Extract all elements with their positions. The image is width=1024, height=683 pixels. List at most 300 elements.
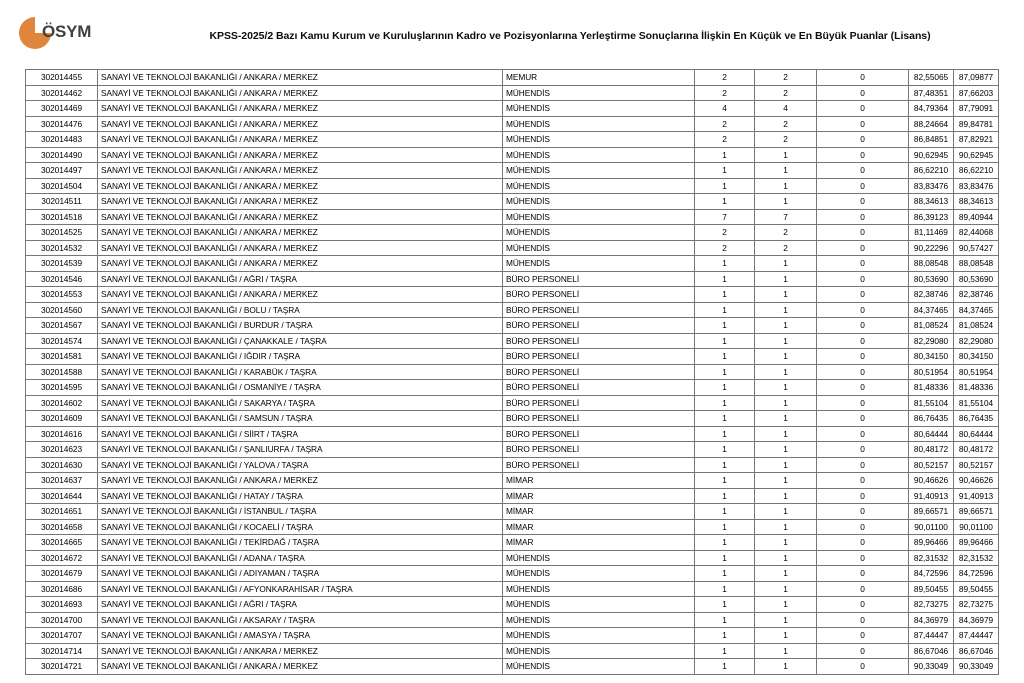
cell-code: 302014560 [26,302,98,318]
osym-logo [18,14,126,54]
cell-remaining: 0 [817,194,909,210]
cell-placed: 1 [755,581,817,597]
cell-organization: SANAYİ VE TEKNOLOJİ BAKANLIĞI / OSMANİYE / TAŞRA [98,380,503,396]
cell-placed: 1 [755,659,817,675]
cell-min-score: 81,08524 [909,318,954,334]
cell-min-score: 89,96466 [909,535,954,551]
cell-quota: 1 [695,597,755,613]
cell-code: 302014658 [26,519,98,535]
cell-placed: 1 [755,535,817,551]
page-header [0,0,1024,62]
cell-quota: 2 [695,225,755,241]
cell-position-title: BÜRO PERSONELİ [503,271,695,287]
cell-organization: SANAYİ VE TEKNOLOJİ BAKANLIĞI / AMASYA / TAŞRA [98,628,503,644]
cell-max-score: 82,31532 [954,550,999,566]
cell-max-score: 86,67046 [954,643,999,659]
cell-placed: 2 [755,240,817,256]
cell-placed: 1 [755,612,817,628]
table-row [26,271,999,287]
cell-max-score: 87,66203 [954,85,999,101]
cell-code: 302014700 [26,612,98,628]
cell-max-score: 90,33049 [954,659,999,675]
cell-organization: SANAYİ VE TEKNOLOJİ BAKANLIĞI / ANKARA / MERKEZ [98,116,503,132]
cell-remaining: 0 [817,395,909,411]
cell-max-score: 84,36979 [954,612,999,628]
cell-quota: 1 [695,287,755,303]
cell-position-title: MÜHENDİS [503,116,695,132]
cell-placed: 1 [755,426,817,442]
cell-quota: 2 [695,85,755,101]
cell-max-score: 80,51954 [954,364,999,380]
cell-remaining: 0 [817,612,909,628]
cell-organization: SANAYİ VE TEKNOLOJİ BAKANLIĞI / ANKARA / MERKEZ [98,473,503,489]
cell-code: 302014707 [26,628,98,644]
cell-remaining: 0 [817,643,909,659]
cell-quota: 1 [695,643,755,659]
cell-remaining: 0 [817,256,909,272]
table-row [26,194,999,210]
cell-organization: SANAYİ VE TEKNOLOJİ BAKANLIĞI / ANKARA / MERKEZ [98,194,503,210]
table-row [26,70,999,86]
table-row [26,535,999,551]
cell-organization: SANAYİ VE TEKNOLOJİ BAKANLIĞI / ANKARA / MERKEZ [98,163,503,179]
cell-code: 302014504 [26,178,98,194]
cell-code: 302014546 [26,271,98,287]
cell-remaining: 0 [817,473,909,489]
osym-wordmark: ÖSYM [42,22,92,41]
cell-organization: SANAYİ VE TEKNOLOJİ BAKANLIĞI / SAMSUN / TAŞRA [98,411,503,427]
table-row [26,597,999,613]
cell-quota: 2 [695,70,755,86]
cell-max-score: 84,37465 [954,302,999,318]
cell-position-title: MÜHENDİS [503,612,695,628]
cell-remaining: 0 [817,535,909,551]
cell-remaining: 0 [817,85,909,101]
cell-remaining: 0 [817,581,909,597]
cell-min-score: 86,84851 [909,132,954,148]
cell-placed: 2 [755,116,817,132]
cell-placed: 1 [755,488,817,504]
cell-organization: SANAYİ VE TEKNOLOJİ BAKANLIĞI / ANKARA / MERKEZ [98,643,503,659]
cell-placed: 1 [755,519,817,535]
cell-min-score: 82,38746 [909,287,954,303]
cell-position-title: MÜHENDİS [503,256,695,272]
table-row [26,426,999,442]
cell-max-score: 81,55104 [954,395,999,411]
cell-quota: 1 [695,302,755,318]
cell-placed: 1 [755,302,817,318]
cell-max-score: 90,57427 [954,240,999,256]
cell-placed: 1 [755,380,817,396]
cell-position-title: BÜRO PERSONELİ [503,395,695,411]
cell-min-score: 80,64444 [909,426,954,442]
cell-quota: 1 [695,333,755,349]
cell-quota: 1 [695,178,755,194]
cell-code: 302014588 [26,364,98,380]
cell-code: 302014553 [26,287,98,303]
cell-placed: 1 [755,256,817,272]
cell-quota: 2 [695,240,755,256]
cell-min-score: 84,37465 [909,302,954,318]
cell-organization: SANAYİ VE TEKNOLOJİ BAKANLIĞI / SAKARYA / TAŞRA [98,395,503,411]
cell-min-score: 82,29080 [909,333,954,349]
cell-quota: 1 [695,566,755,582]
cell-code: 302014511 [26,194,98,210]
cell-code: 302014525 [26,225,98,241]
cell-code: 302014518 [26,209,98,225]
table-row [26,225,999,241]
table-row [26,349,999,365]
cell-max-score: 91,40913 [954,488,999,504]
cell-placed: 1 [755,318,817,334]
cell-code: 302014476 [26,116,98,132]
cell-organization: SANAYİ VE TEKNOLOJİ BAKANLIĞI / HATAY / TAŞRA [98,488,503,504]
cell-quota: 1 [695,612,755,628]
cell-min-score: 88,34613 [909,194,954,210]
cell-position-title: MÜHENDİS [503,225,695,241]
cell-remaining: 0 [817,426,909,442]
cell-quota: 1 [695,535,755,551]
cell-max-score: 90,01100 [954,519,999,535]
cell-position-title: MÜHENDİS [503,566,695,582]
cell-min-score: 90,33049 [909,659,954,675]
cell-placed: 1 [755,566,817,582]
cell-min-score: 87,48351 [909,85,954,101]
cell-placed: 1 [755,349,817,365]
cell-organization: SANAYİ VE TEKNOLOJİ BAKANLIĞI / ANKARA / MERKEZ [98,70,503,86]
cell-code: 302014721 [26,659,98,675]
cell-organization: SANAYİ VE TEKNOLOJİ BAKANLIĞI / ÇANAKKALE / TAŞRA [98,333,503,349]
cell-quota: 1 [695,271,755,287]
cell-quota: 1 [695,659,755,675]
cell-max-score: 87,82921 [954,132,999,148]
table-row [26,163,999,179]
cell-quota: 2 [695,116,755,132]
cell-quota: 1 [695,194,755,210]
cell-placed: 2 [755,225,817,241]
cell-quota: 1 [695,550,755,566]
cell-max-score: 89,96466 [954,535,999,551]
cell-code: 302014644 [26,488,98,504]
cell-position-title: BÜRO PERSONELİ [503,333,695,349]
table-row [26,473,999,489]
cell-position-title: BÜRO PERSONELİ [503,426,695,442]
table-row [26,178,999,194]
cell-min-score: 84,79364 [909,101,954,117]
cell-code: 302014637 [26,473,98,489]
cell-remaining: 0 [817,302,909,318]
table-row [26,240,999,256]
cell-remaining: 0 [817,225,909,241]
cell-organization: SANAYİ VE TEKNOLOJİ BAKANLIĞI / AĞRI / TAŞRA [98,597,503,613]
cell-placed: 1 [755,504,817,520]
cell-code: 302014483 [26,132,98,148]
cell-organization: SANAYİ VE TEKNOLOJİ BAKANLIĞI / ADANA / TAŞRA [98,550,503,566]
cell-placed: 1 [755,473,817,489]
cell-min-score: 90,46626 [909,473,954,489]
table-row [26,209,999,225]
cell-organization: SANAYİ VE TEKNOLOJİ BAKANLIĞI / ŞANLIURFA / TAŞRA [98,442,503,458]
table-row [26,566,999,582]
cell-min-score: 83,83476 [909,178,954,194]
cell-position-title: MÜHENDİS [503,209,695,225]
cell-min-score: 86,62210 [909,163,954,179]
cell-max-score: 83,83476 [954,178,999,194]
cell-max-score: 90,46626 [954,473,999,489]
cell-max-score: 89,84781 [954,116,999,132]
cell-position-title: BÜRO PERSONELİ [503,411,695,427]
cell-code: 302014574 [26,333,98,349]
cell-code: 302014672 [26,550,98,566]
cell-remaining: 0 [817,209,909,225]
cell-max-score: 89,40944 [954,209,999,225]
cell-max-score: 80,64444 [954,426,999,442]
cell-quota: 1 [695,442,755,458]
cell-placed: 1 [755,550,817,566]
table-row [26,256,999,272]
cell-placed: 2 [755,70,817,86]
cell-organization: SANAYİ VE TEKNOLOJİ BAKANLIĞI / SİİRT / TAŞRA [98,426,503,442]
table-row [26,519,999,535]
cell-position-title: BÜRO PERSONELİ [503,457,695,473]
page-title: KPSS-2025/2 Bazı Kamu Kurum ve Kuruluşlarının Kadro ve Pozisyonlarına Yerleştirme Sonuçlarına İlişkin En Küçük ve En Büyük Puanlar (Lisans) [209,30,931,42]
cell-min-score: 88,08548 [909,256,954,272]
table-row [26,318,999,334]
cell-placed: 1 [755,395,817,411]
cell-code: 302014595 [26,380,98,396]
cell-max-score: 88,34613 [954,194,999,210]
cell-min-score: 81,11469 [909,225,954,241]
cell-position-title: MÜHENDİS [503,581,695,597]
cell-max-score: 87,79091 [954,101,999,117]
cell-remaining: 0 [817,550,909,566]
cell-code: 302014539 [26,256,98,272]
cell-min-score: 89,66571 [909,504,954,520]
cell-max-score: 86,62210 [954,163,999,179]
cell-remaining: 0 [817,457,909,473]
cell-organization: SANAYİ VE TEKNOLOJİ BAKANLIĞI / ANKARA / MERKEZ [98,132,503,148]
cell-code: 302014602 [26,395,98,411]
cell-placed: 2 [755,85,817,101]
cell-position-title: MÜHENDİS [503,101,695,117]
table-row [26,643,999,659]
table-row [26,287,999,303]
cell-organization: SANAYİ VE TEKNOLOJİ BAKANLIĞI / YALOVA / TAŞRA [98,457,503,473]
cell-organization: SANAYİ VE TEKNOLOJİ BAKANLIĞI / ANKARA / MERKEZ [98,256,503,272]
cell-min-score: 84,36979 [909,612,954,628]
cell-position-title: BÜRO PERSONELİ [503,318,695,334]
cell-max-score: 81,48336 [954,380,999,396]
cell-placed: 1 [755,643,817,659]
cell-remaining: 0 [817,597,909,613]
table-row [26,85,999,101]
cell-organization: SANAYİ VE TEKNOLOJİ BAKANLIĞI / TEKİRDAĞ / TAŞRA [98,535,503,551]
cell-min-score: 86,76435 [909,411,954,427]
cell-position-title: BÜRO PERSONELİ [503,442,695,458]
cell-remaining: 0 [817,411,909,427]
cell-min-score: 86,39123 [909,209,954,225]
cell-position-title: BÜRO PERSONELİ [503,380,695,396]
cell-organization: SANAYİ VE TEKNOLOJİ BAKANLIĞI / ANKARA / MERKEZ [98,659,503,675]
cell-max-score: 80,34150 [954,349,999,365]
table-row [26,411,999,427]
cell-quota: 1 [695,426,755,442]
cell-placed: 1 [755,287,817,303]
cell-organization: SANAYİ VE TEKNOLOJİ BAKANLIĞI / ANKARA / MERKEZ [98,209,503,225]
cell-min-score: 82,55065 [909,70,954,86]
cell-min-score: 80,53690 [909,271,954,287]
cell-position-title: MİMAR [503,504,695,520]
cell-organization: SANAYİ VE TEKNOLOJİ BAKANLIĞI / ANKARA / MERKEZ [98,287,503,303]
cell-placed: 1 [755,628,817,644]
cell-organization: SANAYİ VE TEKNOLOJİ BAKANLIĞI / AĞRI / TAŞRA [98,271,503,287]
cell-position-title: MÜHENDİS [503,194,695,210]
cell-position-title: MÜHENDİS [503,132,695,148]
cell-code: 302014630 [26,457,98,473]
cell-organization: SANAYİ VE TEKNOLOJİ BAKANLIĞI / IĞDIR / TAŞRA [98,349,503,365]
cell-remaining: 0 [817,116,909,132]
cell-position-title: MÜHENDİS [503,85,695,101]
cell-remaining: 0 [817,318,909,334]
placement-results-table [25,69,999,675]
table-row [26,628,999,644]
cell-quota: 1 [695,364,755,380]
cell-code: 302014714 [26,643,98,659]
cell-remaining: 0 [817,132,909,148]
cell-position-title: MÜHENDİS [503,597,695,613]
cell-quota: 1 [695,473,755,489]
cell-position-title: BÜRO PERSONELİ [503,302,695,318]
cell-position-title: BÜRO PERSONELİ [503,287,695,303]
cell-organization: SANAYİ VE TEKNOLOJİ BAKANLIĞI / AKSARAY / TAŞRA [98,612,503,628]
cell-max-score: 80,53690 [954,271,999,287]
table-row [26,612,999,628]
cell-placed: 1 [755,411,817,427]
cell-position-title: MİMAR [503,535,695,551]
cell-min-score: 90,62945 [909,147,954,163]
table-row [26,581,999,597]
table-row [26,380,999,396]
cell-min-score: 80,52157 [909,457,954,473]
table-row [26,488,999,504]
table-row [26,659,999,675]
cell-min-score: 87,44447 [909,628,954,644]
cell-organization: SANAYİ VE TEKNOLOJİ BAKANLIĞI / ADIYAMAN / TAŞRA [98,566,503,582]
cell-min-score: 90,01100 [909,519,954,535]
cell-min-score: 81,55104 [909,395,954,411]
cell-max-score: 88,08548 [954,256,999,272]
cell-code: 302014469 [26,101,98,117]
cell-max-score: 87,44447 [954,628,999,644]
cell-quota: 1 [695,411,755,427]
cell-code: 302014623 [26,442,98,458]
cell-min-score: 80,48172 [909,442,954,458]
table-row [26,302,999,318]
cell-quota: 1 [695,504,755,520]
cell-max-score: 87,09877 [954,70,999,86]
cell-quota: 4 [695,101,755,117]
cell-remaining: 0 [817,240,909,256]
cell-min-score: 80,34150 [909,349,954,365]
cell-organization: SANAYİ VE TEKNOLOJİ BAKANLIĞI / ANKARA / MERKEZ [98,240,503,256]
cell-remaining: 0 [817,628,909,644]
cell-remaining: 0 [817,70,909,86]
cell-max-score: 80,48172 [954,442,999,458]
cell-position-title: MÜHENDİS [503,628,695,644]
results-table-container [25,69,998,675]
cell-organization: SANAYİ VE TEKNOLOJİ BAKANLIĞI / BOLU / TAŞRA [98,302,503,318]
cell-quota: 1 [695,147,755,163]
cell-min-score: 89,50455 [909,581,954,597]
cell-remaining: 0 [817,147,909,163]
cell-max-score: 81,08524 [954,318,999,334]
cell-position-title: MÜHENDİS [503,178,695,194]
cell-position-title: MİMAR [503,519,695,535]
cell-max-score: 82,38746 [954,287,999,303]
cell-position-title: MÜHENDİS [503,550,695,566]
cell-quota: 1 [695,380,755,396]
cell-quota: 1 [695,256,755,272]
table-row [26,101,999,117]
cell-code: 302014497 [26,163,98,179]
cell-organization: SANAYİ VE TEKNOLOJİ BAKANLIĞI / BURDUR / TAŞRA [98,318,503,334]
cell-min-score: 82,31532 [909,550,954,566]
cell-position-title: MÜHENDİS [503,240,695,256]
cell-remaining: 0 [817,659,909,675]
cell-placed: 1 [755,457,817,473]
cell-quota: 2 [695,132,755,148]
cell-max-score: 90,62945 [954,147,999,163]
table-row [26,442,999,458]
cell-placed: 1 [755,178,817,194]
table-row [26,116,999,132]
table-row [26,364,999,380]
cell-placed: 1 [755,364,817,380]
cell-organization: SANAYİ VE TEKNOLOJİ BAKANLIĞI / ANKARA / MERKEZ [98,101,503,117]
cell-code: 302014609 [26,411,98,427]
cell-remaining: 0 [817,287,909,303]
cell-organization: SANAYİ VE TEKNOLOJİ BAKANLIĞI / İSTANBUL / TAŞRA [98,504,503,520]
cell-code: 302014455 [26,70,98,86]
cell-min-score: 86,67046 [909,643,954,659]
cell-placed: 7 [755,209,817,225]
cell-placed: 1 [755,163,817,179]
cell-quota: 7 [695,209,755,225]
cell-quota: 1 [695,488,755,504]
cell-placed: 1 [755,597,817,613]
cell-position-title: MEMUR [503,70,695,86]
cell-remaining: 0 [817,364,909,380]
cell-position-title: MİMAR [503,488,695,504]
cell-remaining: 0 [817,380,909,396]
table-row [26,132,999,148]
cell-code: 302014651 [26,504,98,520]
cell-remaining: 0 [817,488,909,504]
cell-organization: SANAYİ VE TEKNOLOJİ BAKANLIĞI / AFYONKARAHİSAR / TAŞRA [98,581,503,597]
cell-code: 302014532 [26,240,98,256]
cell-remaining: 0 [817,519,909,535]
cell-max-score: 80,52157 [954,457,999,473]
cell-quota: 1 [695,457,755,473]
cell-quota: 1 [695,628,755,644]
cell-max-score: 89,50455 [954,581,999,597]
cell-code: 302014462 [26,85,98,101]
cell-remaining: 0 [817,101,909,117]
cell-quota: 1 [695,349,755,365]
cell-max-score: 86,76435 [954,411,999,427]
cell-organization: SANAYİ VE TEKNOLOJİ BAKANLIĞI / ANKARA / MERKEZ [98,178,503,194]
cell-organization: SANAYİ VE TEKNOLOJİ BAKANLIĞI / ANKARA / MERKEZ [98,147,503,163]
